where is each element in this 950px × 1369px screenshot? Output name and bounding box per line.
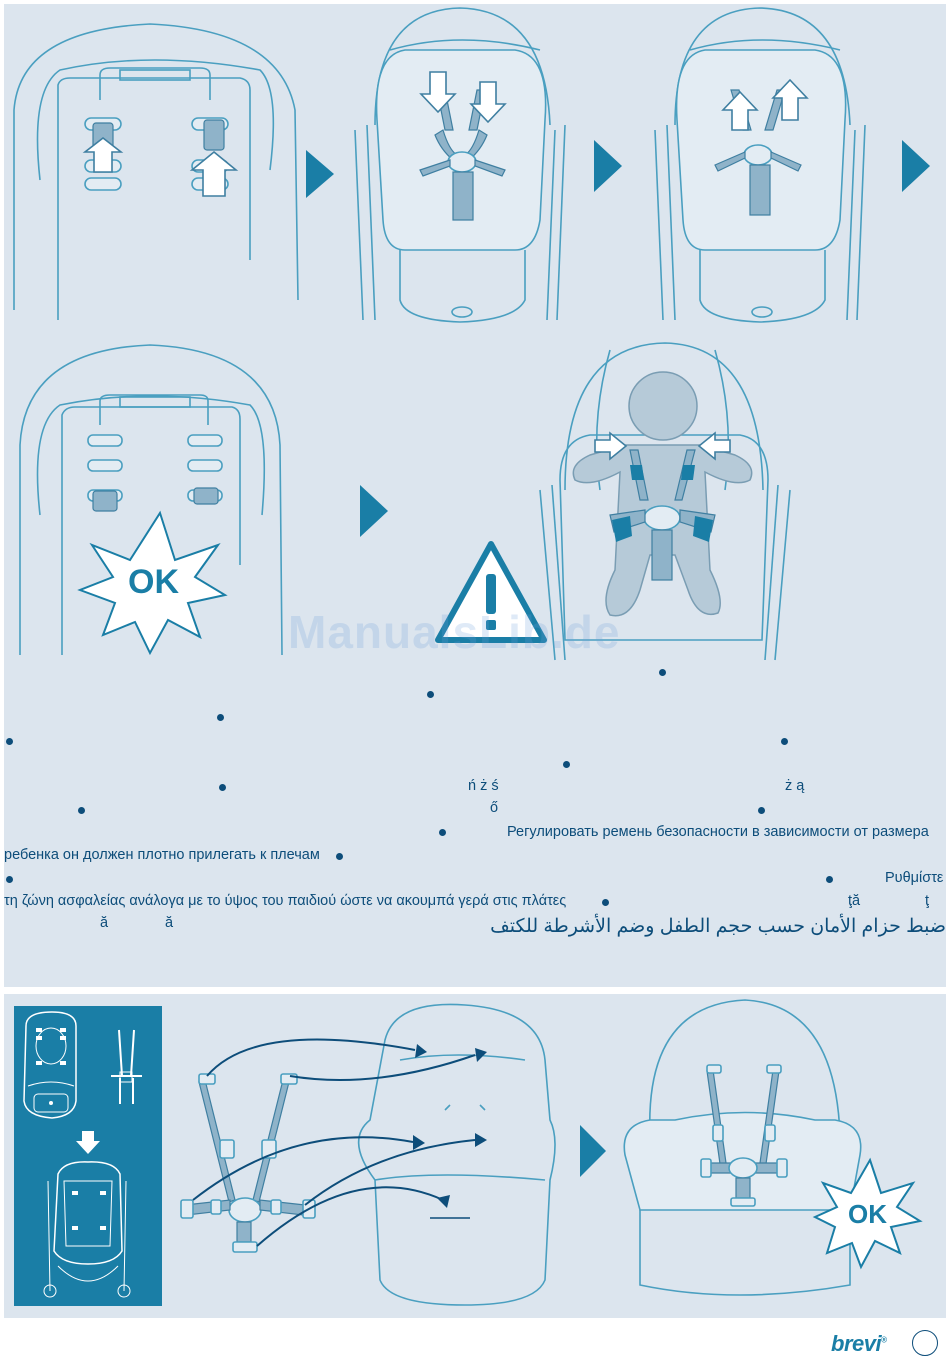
bullet-dot (659, 669, 666, 676)
next-step-arrow-icon (306, 150, 336, 200)
brand-logo (831, 1331, 887, 1357)
bullet-dot (439, 829, 446, 836)
bullet-dot (219, 784, 226, 791)
bullet-dot (78, 807, 85, 814)
ok-label: OK (848, 1199, 887, 1229)
bullet-dot (336, 853, 343, 860)
ok-burst-icon (80, 513, 225, 653)
russian-instruction-line-2: ребенка он должен плотно прилегать к плечам (4, 847, 320, 863)
bullet-dot (563, 761, 570, 768)
romanian-fragment: ă (165, 915, 174, 931)
page-number-circle (912, 1330, 938, 1356)
stroller-straps-down-illustration (345, 0, 575, 340)
romanian-fragment: ă (100, 915, 109, 931)
polish-fragment: ń ż ś (468, 778, 499, 794)
next-step-arrow-icon (360, 485, 390, 540)
bullet-dot (758, 807, 765, 814)
brand-name: brevi (831, 1331, 882, 1356)
next-step-arrow-icon (580, 1125, 610, 1180)
seat-back-ok-illustration (0, 335, 300, 655)
bullet-dot (6, 738, 13, 745)
hungarian-fragment: ő (490, 800, 499, 816)
polish-fragment: ż ą (785, 778, 805, 794)
bullet-dot (602, 899, 609, 906)
next-step-arrow-icon (902, 140, 932, 195)
greek-instruction-line-1: Ρυθμίστε (885, 870, 944, 886)
finished-seat-ok-illustration (615, 995, 940, 1315)
bullet-dot (826, 876, 833, 883)
accessory-contents-illustration (14, 1006, 162, 1306)
arabic-instruction-line: ضبط حزام الأمان حسب حجم الطفل وضم الأشرطة للكتف (490, 916, 946, 937)
next-step-arrow-icon (594, 140, 624, 195)
bullet-dot (427, 691, 434, 698)
watermark: ManualsLib.de (288, 606, 621, 658)
stroller-straps-up-illustration (645, 0, 875, 340)
romanian-fragment: ţă (848, 893, 861, 909)
russian-instruction-line-1: Регулировать ремень безопасности в зависимости от размера (507, 824, 929, 840)
bullet-dot (217, 714, 224, 721)
brand-registered-mark: ® (881, 1335, 887, 1345)
greek-instruction-line-2: τη ζώνη ασφαλείας ανάλογα με το ύψος του παιδιού ώστε να ακουμπά γερά στις πλάτες (4, 893, 567, 909)
ok-label: OK (128, 563, 179, 601)
bullet-dot (6, 876, 13, 883)
romanian-fragment: ţ (925, 893, 930, 909)
bullet-dot (781, 738, 788, 745)
harness-insertion-illustration (175, 1000, 575, 1320)
